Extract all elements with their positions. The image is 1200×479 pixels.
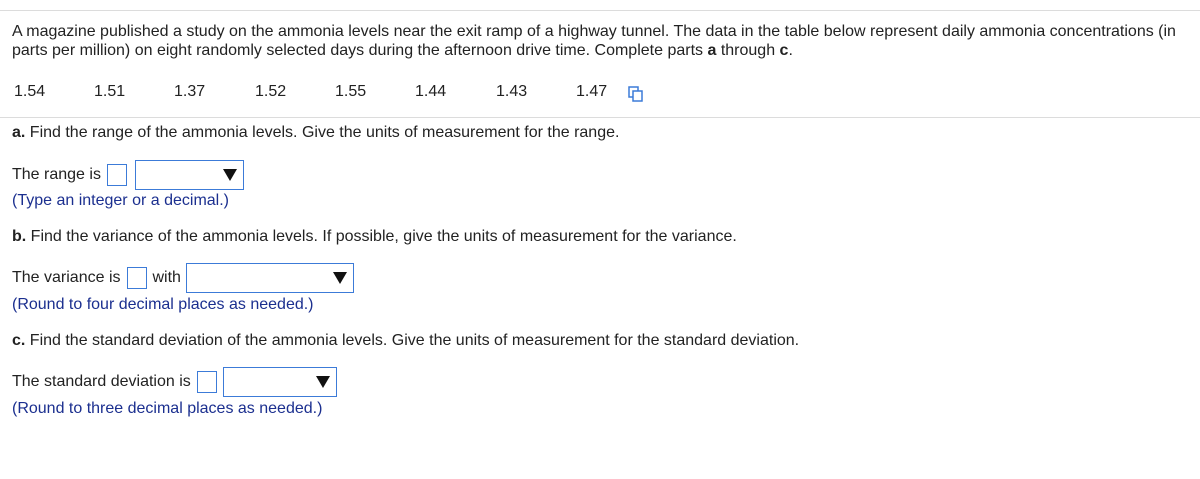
part-a-question [12,124,619,142]
part-c-label: c. [12,332,26,349]
dropdown-arrow-icon [316,376,330,388]
variance-hint: (Round to four decimal places as needed.) [12,296,314,313]
data-value: 1.51 [94,83,126,100]
part-a-label: a. [12,124,26,141]
range-units-dropdown[interactable] [135,160,244,190]
range-input[interactable] [107,164,127,186]
data-value: 1.43 [496,83,528,100]
part-c-question [12,332,799,350]
part-a-text: Find the range of the ammonia levels. Give the units of measurement for the range. [25,124,620,141]
variance-with-label: with [152,269,181,286]
data-value: 1.37 [174,83,206,100]
intro-part-a: a [707,42,717,59]
intro-part-c: c [779,42,789,59]
intro-through: through [716,42,780,59]
part-b-question [12,228,737,246]
dropdown-arrow-icon [333,272,347,284]
part-b-text: Find the variance of the ammonia levels. If possible, give the units of measurement for the variance. [26,228,737,245]
stddev-prefix: The standard deviation is [12,373,191,390]
data-value: 1.47 [576,83,608,100]
section-divider [0,117,1200,118]
stddev-hint: (Round to three decimal places as needed.) [12,400,323,417]
data-table [12,83,652,101]
data-value: 1.54 [14,83,46,100]
stddev-answer-line [12,370,217,394]
variance-prefix: The variance is [12,269,121,286]
range-prefix: The range is [12,166,101,183]
dropdown-arrow-icon [223,169,237,181]
part-b-label: b. [12,228,27,245]
top-divider [0,10,1200,11]
range-answer-line [12,163,127,187]
intro-text: A magazine published a study on the ammonia levels near the exit ramp of a highway tunnel. The data in the table below represent daily ammonia concentrations (in parts per million) on eight randomly selected days during the afternoon drive time. Complete parts [12,23,1176,59]
stddev-units-dropdown[interactable] [223,367,337,397]
variance-input[interactable] [127,267,147,289]
data-value: 1.52 [255,83,287,100]
problem-statement [12,22,1188,60]
stddev-input[interactable] [197,371,217,393]
variance-answer-line [12,266,181,290]
range-hint: (Type an integer or a decimal.) [12,192,229,209]
data-value: 1.44 [415,83,447,100]
part-c-text: Find the standard deviation of the ammonia levels. Give the units of measurement for the standard deviation. [25,332,800,349]
copy-data-icon[interactable] [628,86,643,102]
variance-units-dropdown[interactable] [186,263,354,293]
data-value: 1.55 [335,83,367,100]
intro-period: . [788,42,793,59]
